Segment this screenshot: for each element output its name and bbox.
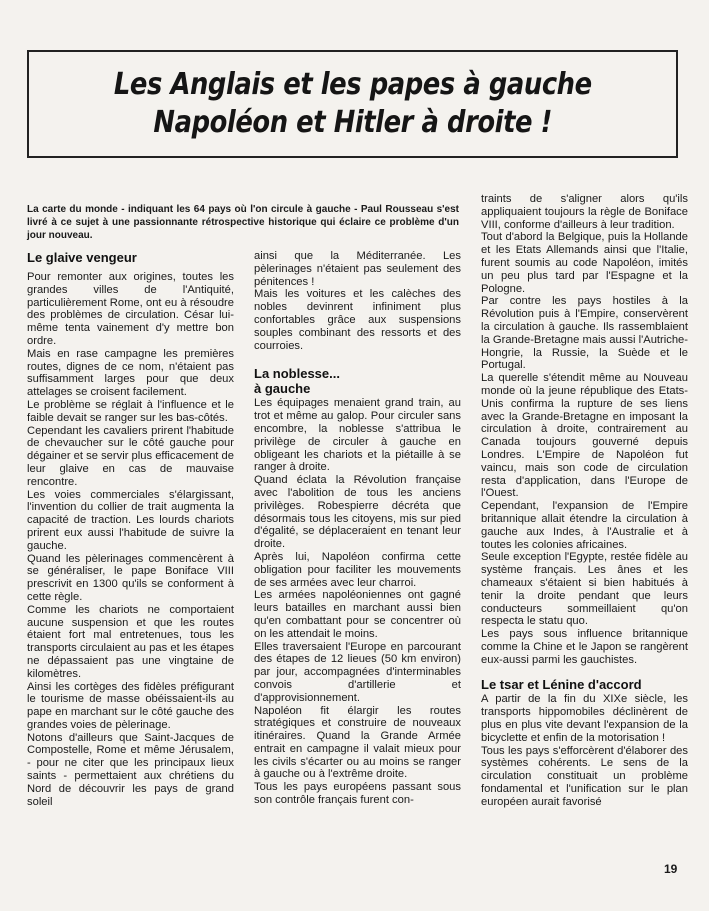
- paragraph: Les équipages menaient grand train, au trot et même au galop. Pour circuler sans encombre, la noblesse s'attribua le privilège de circuler à gauche en obligeant les chariots et la piétaille à se ranger à droite.: [254, 397, 461, 474]
- paragraph: Elles traversaient l'Europe en parcourant des étapes de 12 lieues (50 km environ) par jour, accompagnées d'interminables convois d'artillerie et d'approvisionnement.: [254, 640, 461, 704]
- paragraph: A partir de la fin du XIXe siècle, les transports hippomobiles déclinèrent de plus en plus vite devant l'expansion de la bicyclette et enfin de la motorisation !: [481, 693, 688, 744]
- paragraph: Les pays sous influence britannique comme la Chine et le Japon se rangèrent eux-aussi parmi les gauchistes.: [481, 628, 688, 666]
- paragraph: traints de s'aligner alors qu'ils appliquaient toujours la règle de Boniface VIII, conforme d'ailleurs à leur tradition.: [481, 193, 688, 231]
- paragraph: Cependant, l'expansion de l'Empire britannique allait étendre la circulation à gauche aux Indes, à l'Australie et à toutes les colonies africaines.: [481, 500, 688, 551]
- paragraph: Tous les pays européens passant sous son contrôle français furent con-: [254, 781, 461, 807]
- paragraph: Seule exception l'Egypte, restée fidèle au système français. Les ânes et les chameaux s'étaient si bien habitués à tenir la droite pendant que leurs conducteurs sommeillaient qu'on respecta le statu quo.: [481, 551, 688, 628]
- paragraph: Après lui, Napoléon confirma cette obligation pour faciliter les mouvements de ses armées avec leur charroi.: [254, 550, 461, 589]
- heading-line: à gauche: [254, 381, 311, 397]
- paragraph: Les armées napoléoniennes ont gagné leurs batailles en marchant aussi bien qu'en combattant pour se concentrer où on les attendait le moins.: [254, 589, 461, 640]
- paragraph: Tout d'abord la Belgique, puis la Hollande et les Etats Allemands ainsi que l'Italie, furent soumis au code Napoléon, imités un peu plus tard par l'Espagne et la Pologne.: [481, 231, 688, 295]
- paragraph: Quand les pèlerinages commencèrent à se généraliser, le pape Boniface VIII prescrivit en 1300 qu'ils se conforment à cette règle.: [27, 552, 234, 603]
- paragraph: Comme les chariots ne comportaient aucune suspension et que les routes étaient fort mal entretenues, tous les transports circulaient au pas et les étapes ne dépassaient pas une vingtaine de kilomètres.: [27, 603, 234, 680]
- page-number: 19: [664, 862, 678, 876]
- paragraph: Ainsi les cortèges des fidèles préfigurant le tourisme de masse obéissaient-ils au pape en marchant sur le côté gauche des grandes voies de pèlerinage.: [27, 680, 234, 731]
- paragraph: Tous les pays s'efforcèrent d'élaborer des systèmes cohérents. Le sens de la circulation constituait un problème fondamental et l'unification sur le plan européen aurait favorisé: [481, 744, 688, 808]
- paragraph: Pour remonter aux origines, toutes les grandes villes de l'Antiquité, particulièrement Rome, ont eu à résoudre des problèmes de circulation. César lui-même tenta vainement d'y mettre bon ordre.: [27, 271, 234, 347]
- column-2: [254, 250, 461, 807]
- paragraph: Les voies commerciales s'élargissant, l'invention du collier de trait augmenta la capacité de traction. Les lourds chariots prirent eux aussi l'habitude de suivre la gauche.: [27, 488, 234, 552]
- section-heading-noblesse: [254, 366, 461, 396]
- paragraph: Cependant les cavaliers prirent l'habitude de chevaucher sur le côté gauche pour dégainer et se servir plus efficacement de leur glaive en cas de mauvaise rencontre.: [27, 424, 234, 488]
- paragraph: Mais en rase campagne les premières routes, dignes de ce nom, n'étaient pas suffisamment larges pour que deux attelages se croisent facilement.: [27, 347, 234, 399]
- section-heading-glaive: Le glaive vengeur: [27, 250, 137, 265]
- paragraph: Le problème se réglait à l'influence et le faible devait se ranger sur les bas-côtés.: [27, 398, 234, 424]
- paragraph: Napoléon fit élargir les routes stratégiques et construire de nouveaux itinéraires. Quand la Grande Armée entrait en campagne il valait mieux pour les civils s'écarter ou au moins se ranger à gauche ou à l'extrême droite.: [254, 704, 461, 781]
- paragraph: Mais les voitures et les calèches des nobles devinrent infiniment plus confortables grâce aux suspensions souples combinant des ressorts et des courroies.: [254, 288, 461, 352]
- paragraph: Notons d'ailleurs que Saint-Jacques de Compostelle, Rome et même Jérusalem, - pour ne citer que les principaux lieux saints - permettaient aux chrétiens du Nord de découvrir les pays de grand soleil: [27, 731, 234, 808]
- paragraph: Par contre les pays hostiles à la Révolution puis à l'Empire, conservèrent la circulation à gauche. Ils rassemblaient la Grande-Bretagne mais aussi l'Autriche-Hongrie, la Russie, la Suède et le Portugal.: [481, 295, 688, 372]
- paragraph: La querelle s'étendit même au Nouveau monde où la jeune république des Etats-Unis confirma la rupture de ses liens avec la Grande-Bretagne en imposant la circulation à droite, contrairement au Canada toujours gouverné depuis Londres. L'Empire de Napoléon fut vaincu, mais son code de circulation resta d'application, dans l'Europe de l'Ouest.: [481, 372, 688, 500]
- heading-line: La noblesse...: [254, 366, 340, 382]
- title-line-1: Les Anglais et les papes à gauche: [113, 67, 592, 102]
- intro-paragraph: La carte du monde - indiquant les 64 pays où l'on circule à gauche - Paul Rousseau s'est livré à ce sujet à une passionnante rétrospective historique qui éclaire ce problème d'un jour nouveau.: [27, 204, 459, 242]
- paragraph: ainsi que la Méditerranée. Les pèlerinages n'étaient pas seulement des pénitences !: [254, 250, 461, 288]
- section-heading-tsar: Le tsar et Lénine d'accord: [481, 677, 642, 693]
- column-1: [27, 250, 234, 808]
- title-box: [27, 50, 678, 158]
- column-3: [481, 193, 688, 809]
- paragraph: Quand éclata la Révolution française avec l'abolition de tous les anciens privilèges. Robespierre décréta que désormais tous les citoyens, mis sur pied d'égalité, se déplaceraient en tenant leur droite.: [254, 474, 461, 551]
- title-line-2: Napoléon et Hitler à droite !: [153, 105, 552, 140]
